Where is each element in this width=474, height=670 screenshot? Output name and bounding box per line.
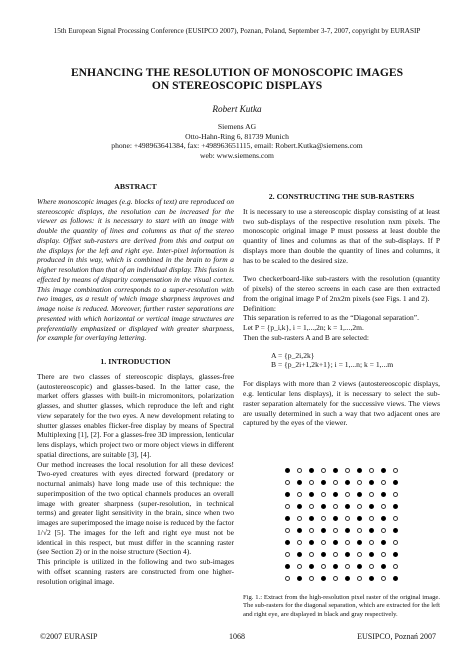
definition-line: This separation is referred to as the “Diagonal separation”. — [243, 313, 419, 323]
paper-title — [40, 66, 434, 92]
raster-dot-black — [357, 468, 362, 473]
figure-1-caption: Fig. 1.: Extract from the high-resolution pixel raster of the original image. The sub-rasters for the diagonal separation, which are extracted for the left and right eye, are displayed in black and gray respectively. — [243, 594, 440, 618]
equation-a: A = {p_2i,2k} — [271, 350, 315, 360]
raster-dot-black — [381, 468, 386, 473]
raster-dot-black — [309, 468, 314, 473]
raster-dot-black — [321, 504, 326, 509]
raster-dot-black — [285, 468, 290, 473]
raster-dot-black — [285, 540, 290, 545]
raster-dot-gray — [345, 540, 350, 545]
affiliation-line: Otto-Hahn-Ring 6, 81739 Munich — [185, 131, 289, 141]
raster-dot-black — [393, 480, 398, 485]
raster-dot-gray — [345, 468, 350, 473]
title-line-1: ENHANCING THE RESOLUTION OF MONOSCOPIC IMAGES — [70, 66, 404, 79]
affiliation-line: web: www.siemens.com — [200, 150, 274, 160]
raster-dot-black — [321, 480, 326, 485]
raster-dot-black — [357, 564, 362, 569]
raster-dot-black — [381, 492, 386, 497]
raster-dot-black — [345, 504, 350, 509]
raster-dot-gray — [357, 552, 362, 557]
raster-dot-black — [297, 528, 302, 533]
raster-dot-black — [285, 516, 290, 521]
raster-dot-gray — [297, 468, 302, 473]
raster-dot-black — [345, 552, 350, 557]
section-2-paragraph-2: Two checkerboard-like sub-rasters with the resolution (quantity of pixels) of the stereo screens in each case are then extracted from the original image P of 2nx2m pixels (see Figs. 1 and 2). — [243, 274, 440, 303]
raster-dot-gray — [309, 528, 314, 533]
raster-dot-gray — [381, 480, 386, 485]
intro-paragraph-2: Our method increases the local resolution for all these devices! Two-eyed creatures with eyes directed forward (predatory or nocturnal animals) have long made use of this technique: the superimposition of the two optical channels produces an overall image with greater sharpness (super-resolution, in technical terms) and greater light sensitivity in the brain, since when two images are superimposed the image noise is reduced by the factor 1/√2 [5]. The images for the left and right eye must not be identical in this respect, but must differ in the scanning raster (see Section 2) or in the noise structure (Section 4). — [37, 459, 235, 557]
raster-dot-gray — [393, 492, 398, 497]
raster-dot-gray — [345, 564, 350, 569]
raster-dot-gray — [285, 576, 290, 581]
author-name: Robert Kutka — [212, 104, 262, 114]
conference-header: 15th European Signal Processing Conference (EUSIPCO 2007), Poznan, Poland, September 3-7, 2007, copyright by EURASIP — [53, 27, 421, 35]
raster-dot-gray — [393, 540, 398, 545]
raster-dot-gray — [309, 552, 314, 557]
raster-dot-gray — [345, 492, 350, 497]
abstract-heading: ABSTRACT — [114, 182, 157, 191]
raster-dot-gray — [297, 492, 302, 497]
intro-heading: 1. INTRODUCTION — [100, 357, 171, 366]
raster-dot-black — [369, 480, 374, 485]
raster-dot-black — [357, 492, 362, 497]
raster-dot-gray — [393, 516, 398, 521]
raster-dot-gray — [381, 552, 386, 557]
figure-1-pixel-raster — [285, 468, 405, 590]
raster-dot-black — [369, 552, 374, 557]
abstract-text: Where monoscopic images (e.g. blocks of text) are reproduced on stereoscopic displays, the resolution can be increased for the viewer as follows: it is necessary to start with an image with double the quantity of lines and columns as that of the stereo display. Offset sub-rasters are derived from this and output on the displays for the left and right eye. Inter-pixel information is produced in this way, which is combined in the brain to form a higher resolution than that of an individual display. This fusion is effected by means of disparity compensation in the visual cortex. This image combination corresponds to a super-resolution with two images, as a result of which image sharpness improves and image noise is reduced. Moreover, further raster separations are presented with which horizontal or vertical image structures are preferentially emphasized or displayed with greater sharpness, for example for overlaying lettering. — [37, 196, 234, 343]
raster-dot-gray — [369, 492, 374, 497]
raster-dot-black — [309, 516, 314, 521]
raster-dot-black — [381, 564, 386, 569]
raster-dot-gray — [309, 480, 314, 485]
raster-dot-gray — [333, 504, 338, 509]
raster-dot-black — [393, 552, 398, 557]
raster-dot-black — [357, 516, 362, 521]
raster-dot-black — [321, 576, 326, 581]
raster-dot-gray — [285, 480, 290, 485]
footer-page-number: 1068 — [229, 632, 245, 641]
raster-dot-gray — [333, 552, 338, 557]
raster-dot-gray — [309, 576, 314, 581]
raster-dot-black — [309, 564, 314, 569]
raster-dot-gray — [369, 540, 374, 545]
right-column — [243, 192, 440, 428]
raster-dot-gray — [321, 468, 326, 473]
raster-dot-black — [381, 540, 386, 545]
raster-dot-gray — [285, 552, 290, 557]
affiliation-line: phone: +498963641384, fax: +498963651115, email: Robert.Kutka@siemens.com — [111, 141, 363, 151]
raster-dot-gray — [357, 480, 362, 485]
raster-dot-black — [393, 528, 398, 533]
raster-dot-gray — [357, 528, 362, 533]
raster-dot-black — [309, 492, 314, 497]
raster-dot-black — [333, 492, 338, 497]
footer-copyright: ©2007 EURASIP — [40, 632, 98, 641]
raster-dot-black — [393, 504, 398, 509]
raster-dot-gray — [381, 576, 386, 581]
raster-dot-gray — [297, 540, 302, 545]
raster-dot-black — [333, 564, 338, 569]
raster-dot-black — [297, 480, 302, 485]
affiliation-line: Siemens AG — [217, 122, 257, 131]
raster-dot-black — [369, 576, 374, 581]
raster-dot-black — [393, 576, 398, 581]
raster-dot-gray — [321, 516, 326, 521]
raster-dot-black — [309, 540, 314, 545]
raster-dot-black — [321, 528, 326, 533]
raster-dot-gray — [297, 516, 302, 521]
raster-dot-black — [297, 504, 302, 509]
equations — [243, 351, 440, 370]
raster-dot-gray — [369, 516, 374, 521]
raster-dot-gray — [369, 468, 374, 473]
raster-dot-black — [285, 564, 290, 569]
raster-dot-black — [321, 552, 326, 557]
equation-b: B = {p_2i+1,2k+1}; i = 1,...n; k = 1,...m — [271, 359, 394, 369]
title-line-2: ON STEREOSCOPIC DISPLAYS — [151, 79, 323, 93]
raster-dot-gray — [321, 540, 326, 545]
left-column — [37, 182, 234, 586]
section-2-paragraph-1: It is necessary to use a stereoscopic display consisting of at least two sub-displays of the respective resolution nxm pixels. The monoscopic original image P must possess at least double the quantity of lines and columns as that of the sub-displays. If P displays more than double the quantity of lines and columns, it has to be scaled to the desired size. — [243, 206, 440, 265]
intro-paragraph-3: This principle is utilized in the following and two sub-images with offset scanning rasters are constructed from one higher-resolution original image. — [37, 557, 234, 586]
raster-dot-gray — [285, 504, 290, 509]
raster-dot-black — [369, 504, 374, 509]
raster-dot-black — [357, 540, 362, 545]
raster-dot-gray — [309, 504, 314, 509]
raster-dot-gray — [393, 468, 398, 473]
raster-dot-black — [345, 576, 350, 581]
raster-dot-gray — [321, 492, 326, 497]
raster-dot-gray — [333, 528, 338, 533]
definition-label: Definition: — [243, 303, 276, 313]
raster-dot-gray — [321, 564, 326, 569]
raster-dot-black — [345, 528, 350, 533]
raster-dot-gray — [381, 528, 386, 533]
raster-dot-gray — [381, 504, 386, 509]
raster-dot-gray — [285, 528, 290, 533]
raster-dot-gray — [393, 564, 398, 569]
section-2-heading: 2. CONSTRUCTING THE SUB-RASTERS — [268, 192, 415, 201]
raster-dot-gray — [333, 576, 338, 581]
raster-dot-black — [345, 480, 350, 485]
intro-paragraph-1: There are two classes of stereoscopic displays, glasses-free (autostereoscopic) and glasses-based. In the latter case, the market offers glasses with built-in micromonitors, polarization glasses, and shutter glasses, which reproduce the left and right view separately for the two eyes. A new development relating to shutter glasses enables flicker-free display by means of Spectral Multiplexing [1], [2]. For a glasses-free 3D impression, lenticular lens displays, which project two or more object views in different spatial directions, are suitable [3], [4]. — [37, 371, 234, 459]
raster-dot-gray — [357, 576, 362, 581]
raster-dot-black — [333, 540, 338, 545]
raster-dot-gray — [345, 516, 350, 521]
raster-dot-gray — [297, 564, 302, 569]
raster-dot-black — [297, 552, 302, 557]
raster-dot-gray — [333, 480, 338, 485]
raster-dot-black — [285, 492, 290, 497]
raster-dot-gray — [369, 564, 374, 569]
raster-dot-black — [333, 516, 338, 521]
author-affiliation — [0, 122, 474, 160]
raster-dot-black — [381, 516, 386, 521]
raster-dot-black — [369, 528, 374, 533]
then-line: Then the sub-rasters A and B are selected: — [243, 332, 369, 342]
let-line: Let P = {p_i,k}, i = 1,...,2n; k = 1,...,2m. — [243, 323, 364, 332]
footer-conference: EUSIPCO, Poznań 2007 — [357, 632, 436, 641]
raster-dot-black — [333, 468, 338, 473]
raster-dot-black — [297, 576, 302, 581]
raster-dot-gray — [357, 504, 362, 509]
section-2-paragraph-3: For displays with more than 2 views (autostereoscopic displays, e.g. lenticular lens displays), it is necessary to select the sub-raster separation alternately for the successive views. The views are usually determined in such a way that two adjacent ones are captured by the eyes of the viewer. — [243, 379, 440, 428]
